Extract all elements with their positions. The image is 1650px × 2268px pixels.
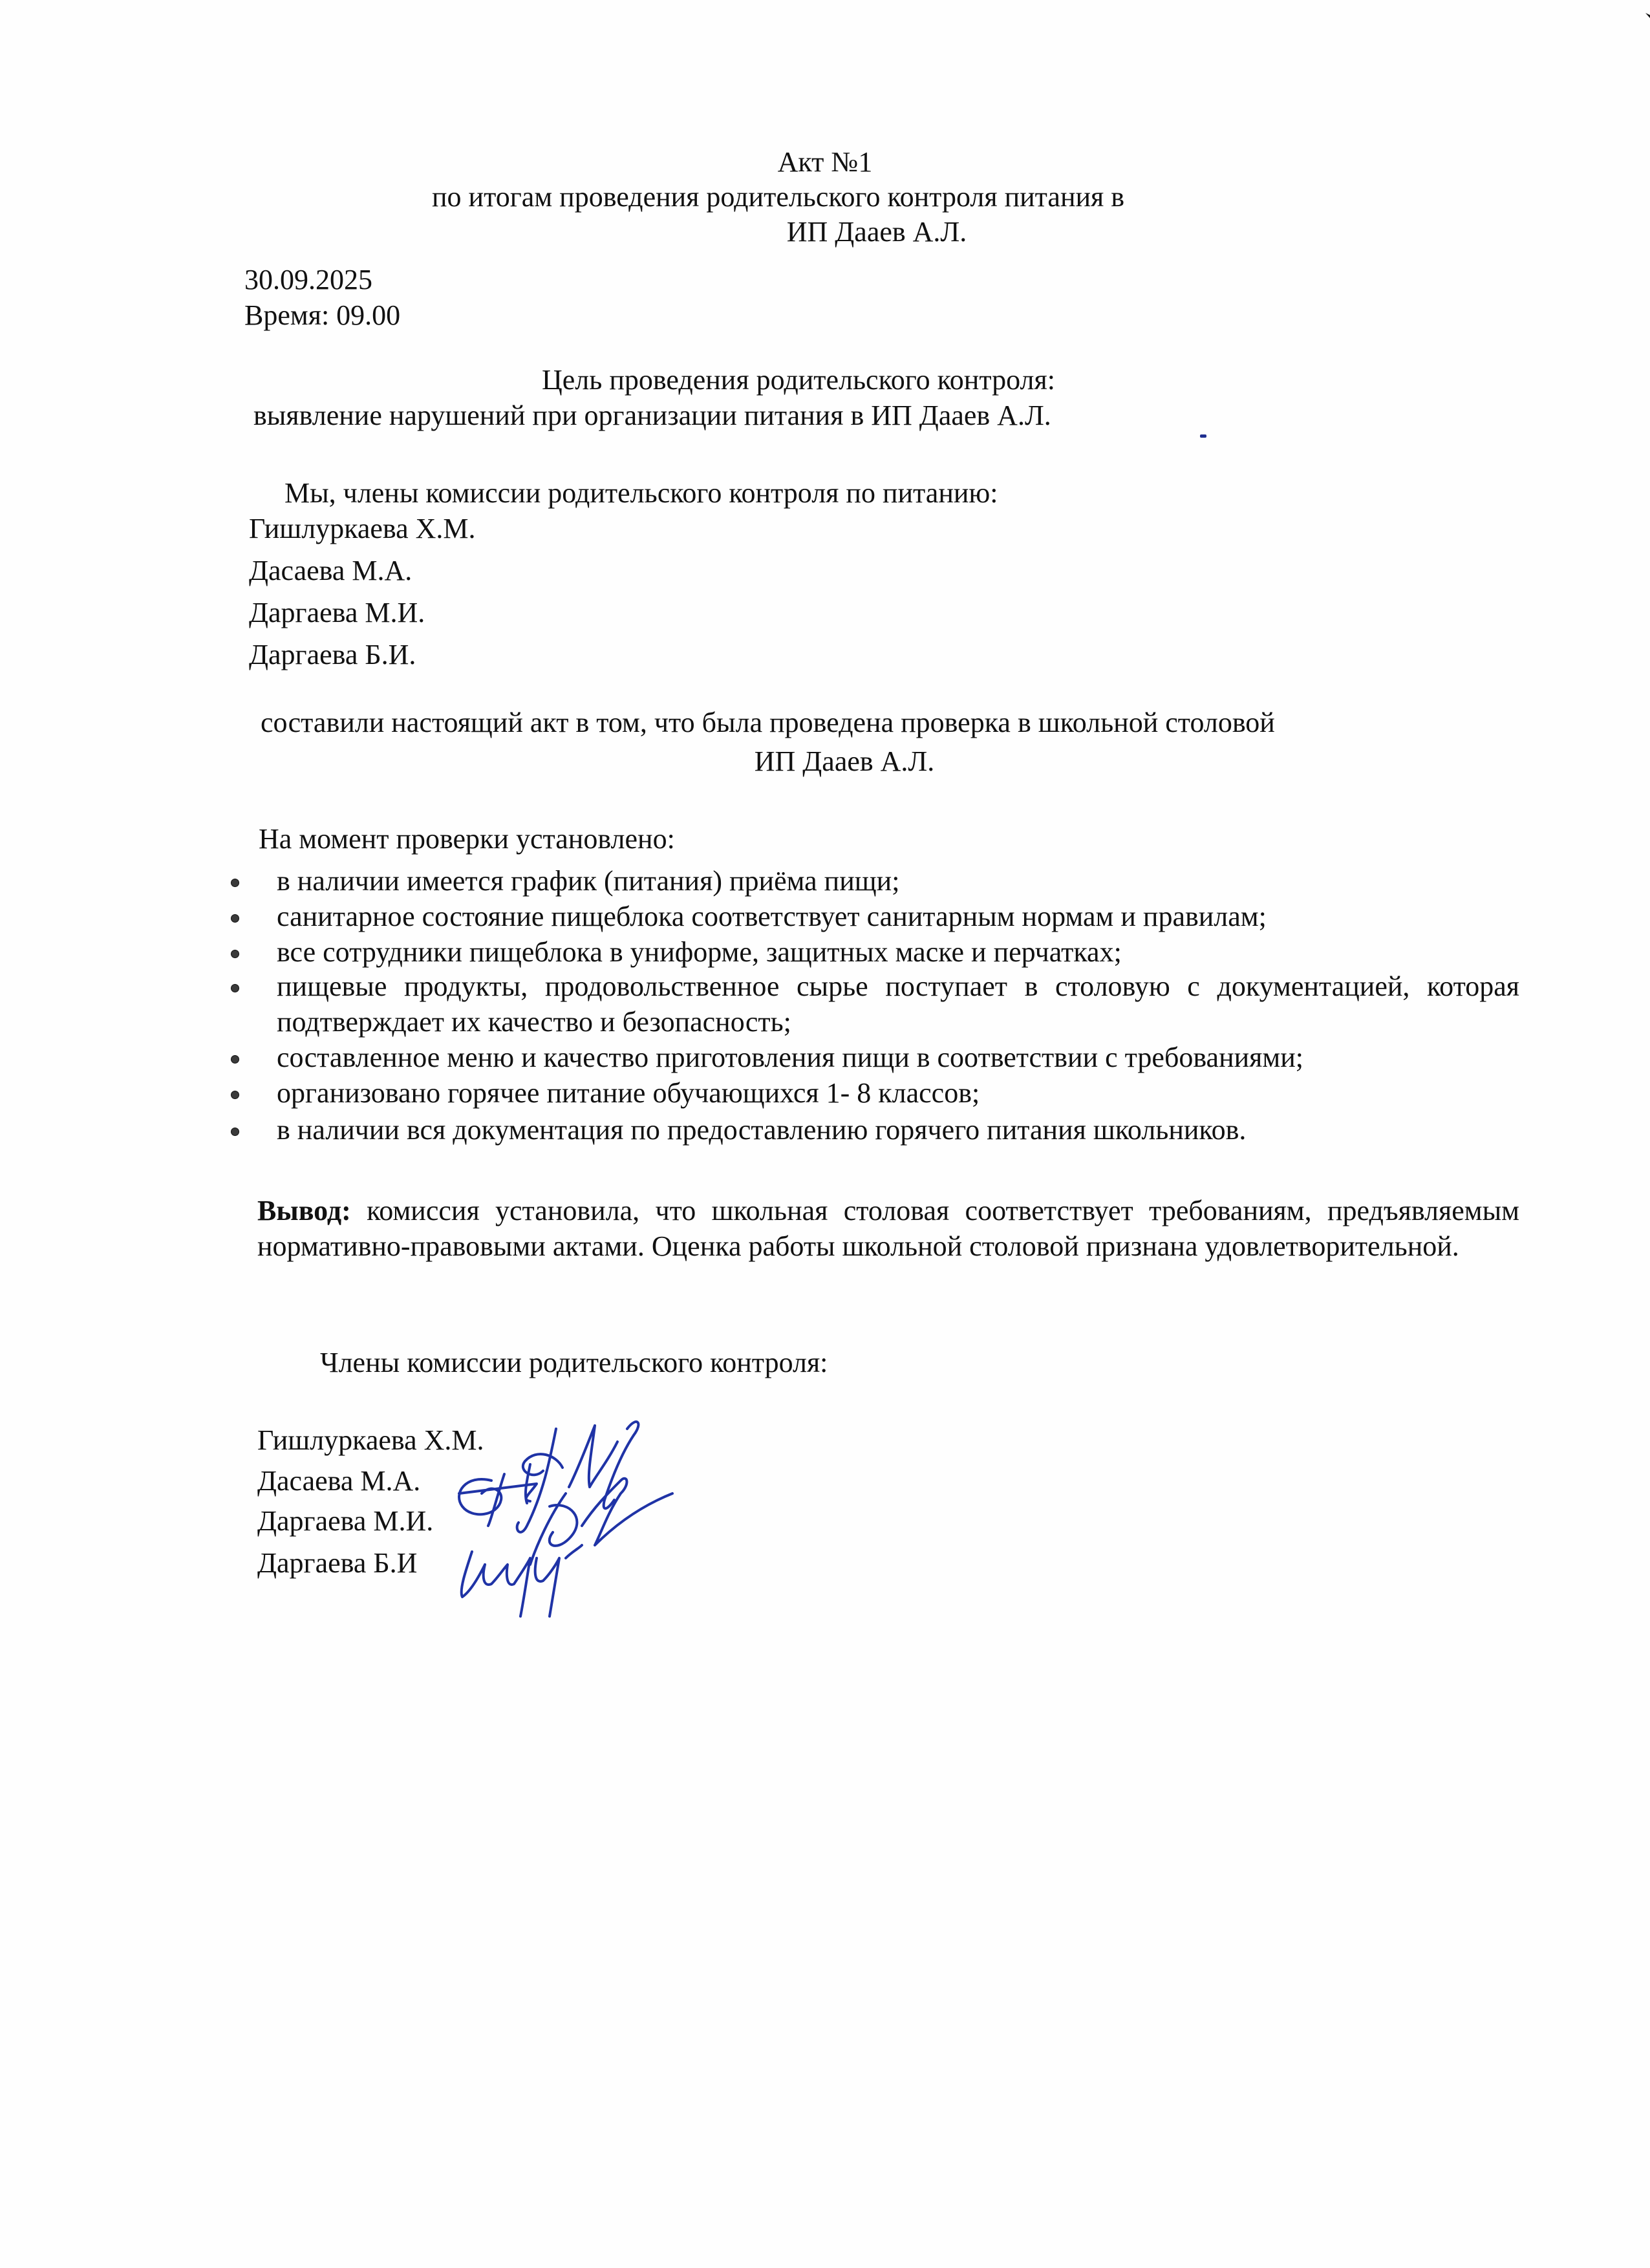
document-date: 30.09.2025 — [244, 264, 372, 295]
bullet-icon — [231, 1091, 239, 1099]
statement-org: ИП Дааев А.Л. — [754, 745, 935, 777]
finding-item — [226, 1040, 1526, 1075]
signatures-heading: Члены комиссии родительского контроля: — [320, 1347, 828, 1378]
signatory-name: Даргаева М.И. — [257, 1505, 434, 1537]
bullet-icon — [231, 1055, 239, 1064]
statement-text: составили настоящий акт в том, что была проведена проверка в школьной столовой — [261, 707, 1275, 738]
goal-text: выявление нарушений при организации питания в ИП Дааев А.Л. — [253, 400, 1051, 431]
findings-heading: На момент проверки установлено: — [259, 823, 675, 855]
conclusion-paragraph — [257, 1193, 1519, 1264]
conclusion-label: Вывод: — [257, 1195, 351, 1226]
signatory-name: Даргаева Б.И — [257, 1547, 418, 1579]
finding-text: в наличии вся документация по предоставлению горячего питания школьников. — [277, 1114, 1247, 1146]
signature-dargaeva-bi — [453, 1539, 659, 1649]
finding-item — [226, 899, 1526, 934]
finding-item — [226, 1112, 1526, 1148]
signatory-name: Дасаева М.А. — [257, 1465, 421, 1497]
finding-item — [226, 1075, 1526, 1111]
finding-item — [226, 968, 1526, 1040]
finding-text: организовано горячее питание обучающихся 1- 8 классов; — [277, 1077, 980, 1109]
finding-item — [226, 863, 1526, 899]
finding-text: составленное меню и качество приготовления пищи в соответствии с требованиями; — [277, 1042, 1304, 1073]
document-title: Акт №1 — [777, 146, 873, 178]
scan-artifact — [1645, 13, 1650, 18]
bullet-icon — [231, 879, 239, 887]
bullet-icon — [231, 950, 239, 958]
document-time: Время: 09.00 — [244, 299, 401, 331]
member-name: Дасаева М.А. — [249, 555, 412, 586]
member-name: Даргаева Б.И. — [249, 639, 416, 670]
document-subtitle-org: ИП Дааев А.Л. — [786, 216, 967, 248]
commission-intro: Мы, члены комиссии родительского контроля по питанию: — [284, 477, 998, 509]
document-subtitle: по итогам проведения родительского контроля питания в — [432, 181, 1125, 213]
bullet-icon — [231, 914, 239, 923]
bullet-icon — [231, 1128, 239, 1136]
member-name: Гишлуркаева Х.М. — [249, 513, 476, 544]
member-name: Даргаева М.И. — [249, 597, 425, 628]
bullet-icon — [231, 984, 239, 992]
conclusion-text: комиссия установила, что школьная столовая соответствует требованиям, предъявляемым нормативно-правовыми актами. Оценка работы школьной столовой признана удовлетворительной. — [257, 1195, 1519, 1262]
goal-heading: Цель проведения родительского контроля: — [542, 364, 1055, 396]
finding-text: санитарное состояние пищеблока соответствует санитарным нормам и правилам; — [277, 901, 1267, 932]
finding-text: пищевые продукты, продовольственное сырье поступает в столовую с документацией, которая подтверждает их качество и безопасность; — [277, 970, 1519, 1038]
ink-mark — [1200, 434, 1206, 438]
finding-item — [226, 934, 1526, 970]
finding-text: все сотрудники пищеблока в униформе, защитных маске и перчатках; — [277, 936, 1122, 968]
finding-text: в наличии имеется график (питания) приёма пищи; — [277, 865, 900, 897]
signatory-name: Гишлуркаева Х.М. — [257, 1424, 484, 1456]
